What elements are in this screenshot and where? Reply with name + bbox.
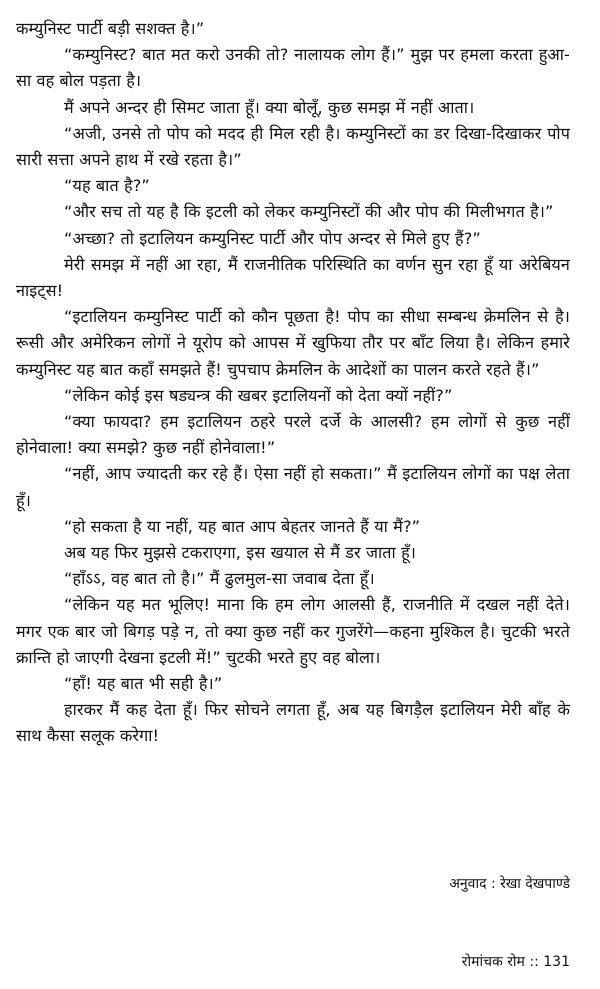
paragraph: “नहीं, आप ज्यादती कर रहे हैं। ऐसा नहीं हो सकता।” मैं इटालियन लोगों का पक्ष लेता हूँ।	[16, 464, 570, 510]
paragraph: मेरी समझ में नहीं आ रहा, मैं राजनीतिक परिस्थिति का वर्णन सुन रहा हूँ या अरेबियन नाइट्स!	[16, 254, 570, 301]
paragraph: “कम्युनिस्ट? बात मत करो उनकी तो? नालायक लोग हैं।” मुझ पर हमला करता हुआ-सा वह बोल पड़ता है।	[16, 45, 570, 91]
paragraph: “यह बात है?”	[64, 176, 150, 196]
paragraph-continuation: कम्युनिस्ट पार्टी बड़ी सशक्त है।”	[16, 19, 205, 38]
paragraph: “और सच तो यह है कि इटली को लेकर कम्युनिस्टों की और पोप की मिलीभगत है।”	[64, 202, 554, 222]
page-footer: रोमांचक रोम :: 131	[461, 954, 570, 970]
paragraph: “हाँ! यह बात भी सही है।”	[64, 674, 223, 694]
paragraph: “क्या फायदा? हम इटालियन ठहरे परले दर्जे के आलसी? हम लोगों से कुछ नहीं होनेवाला! क्या समझे? कुछ नहीं होनेवाला!”	[16, 412, 570, 458]
paragraph: मैं अपने अन्दर ही सिमट जाता हूँ। क्या बोलूँ, कुछ समझ में नहीं आता।	[64, 97, 475, 117]
translator-credit: अनुवाद : रेखा देखपाण्डे	[449, 876, 570, 892]
paragraph: “अजी, उनसे तो पोप को मदद ही मिल रही है। कम्युनिस्टों का डर दिखा-दिखाकर पोप सारी सत्ता अपने हाथ में रखे रहता है।”	[16, 123, 570, 170]
paragraph: “हो सकता है या नहीं, यह बात आप बेहतर जानते हैं या मैं?”	[64, 516, 421, 536]
paragraph: “इटालियन कम्युनिस्ट पार्टी को कौन पूछता है! पोप का सीधा सम्बन्ध क्रेमलिन से है। रूसी और अमेरिकन लोगों ने यूरोप को आपस में खुफिया तौर पर बाँट लिया है। लेकिन हमारे कम्युनिस्ट यह बात कहाँ समझते हैं! चुपचाप क्रेमलिन के आदेशों का पालन करते रहते हैं।”	[16, 307, 570, 379]
paragraph: “अच्छा? तो इटालियन कम्युनिस्ट पार्टी और पोप अन्दर से मिले हुए हैं?”	[64, 228, 481, 248]
paragraph: अब यह फिर मुझसे टकराएगा, इस खयाल से मैं डर जाता हूँ।	[64, 543, 417, 563]
paragraph: हारकर मैं कह देता हूँ। फिर सोचने लगता हूँ, अब यह बिगड़ैल इटालियन मेरी बाँह के साथ कैसा सलूक करेगा!	[16, 700, 570, 746]
paragraph: “लेकिन यह मत भूलिए! माना कि हम लोग आलसी हैं, राजनीति में दखल नहीं देते। मगर एक बार जो बिगड़ पड़े न, तो क्या कुछ नहीं कर गुजरेंगे—कहना मुश्किल है। चुटकी भरते क्रान्ति हो जाएगी देखना इटली में!” चुटकी भरते हुए वह बोला।	[16, 595, 570, 667]
paragraph: “हाँऽऽ, वह बात तो है।” मैं ढुलमुल-सा जवाब देता हूँ।	[64, 569, 375, 589]
paragraph: “लेकिन कोई इस षड्यन्त्र की खबर इटालियनों को देता क्यों नहीं?”	[64, 385, 453, 405]
